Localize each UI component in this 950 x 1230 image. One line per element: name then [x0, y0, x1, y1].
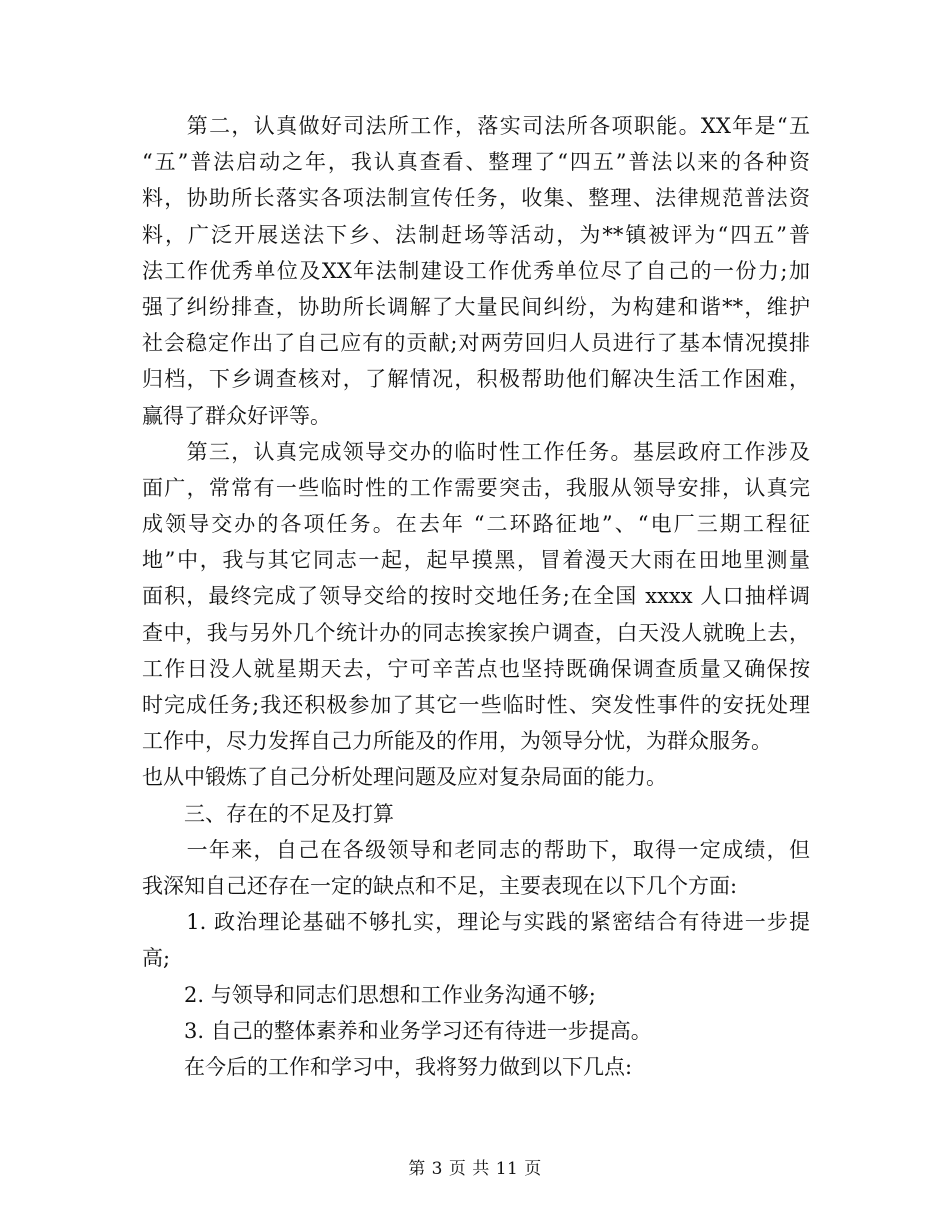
text-line: 第二，认真做好司法所工作，落实司法所各项职能。XX年是“五 [142, 114, 810, 138]
text-line: 料，广泛开展送法下乡、法制赶场等活动，为**镇被评为“四五”普 [142, 222, 810, 247]
document-body [142, 108, 810, 1085]
text-line: 3. 自己的整体素养和业务学习还有待进一步提高。 [142, 1018, 652, 1043]
text-line: 查中，我与另外几个统计办的同志挨家挨户调查，白天没人就晚上去， [142, 620, 810, 645]
text-line: 强了纠纷排查，协助所长调解了大量民间纠纷，为构建和谐**，维护 [142, 294, 810, 319]
text-line: “五”普法启动之年，我认真查看、整理了“四五”普法以来的各种资 [142, 150, 810, 175]
text-line: 赢得了群众好评等。 [142, 403, 331, 428]
text-line: 第三，认真完成领导交办的临时性工作任务。基层政府工作涉及 [142, 439, 810, 464]
text-line: 2. 与领导和同志们思想和工作业务沟通不够; [142, 982, 596, 1007]
text-line: 归档，下乡调查核对，了解情况，积极帮助他们解决生活工作困难， [142, 367, 810, 392]
text-line: 1. 政治理论基础不够扎实，理论与实践的紧密结合有待进一步提 [142, 910, 810, 935]
text-line: 面积，最终完成了领导交给的按时交地任务;在全国 xxxx 人口抽样调 [142, 584, 810, 609]
text-line: 我深知自己还存在一定的缺点和不足，主要表现在以下几个方面: [142, 873, 738, 898]
page-number-footer: 第 3 页 共 11 页 [408, 1159, 542, 1179]
text-line: 社会稳定作出了自己应有的贡献;对两劳回归人员进行了基本情况摸排 [142, 331, 810, 356]
text-line: 法工作优秀单位及XX年法制建设工作优秀单位尽了自己的一份力;加 [142, 258, 810, 283]
text-line: 也从中锻炼了自己分析处理问题及应对复杂局面的能力。 [142, 765, 667, 790]
text-line: 料，协助所长落实各项法制宣传任务，收集、整理、法律规范普法资 [142, 186, 810, 211]
text-line: 面广，常常有一些临时性的工作需要突击，我服从领导安排，认真完 [142, 475, 810, 500]
text-line: 时完成任务;我还积极参加了其它一些临时性、突发性事件的安抚处理 [142, 693, 810, 717]
text-line: 在今后的工作和学习中，我将努力做到以下几点: [142, 1054, 633, 1079]
text-line: 高; [142, 946, 171, 971]
text-line: 工作日没人就星期天去，宁可辛苦点也坚持既确保调查质量又确保按 [142, 656, 810, 681]
text-line: 三、存在的不足及打算 [142, 801, 394, 826]
text-line: 地”中，我与其它同志一起，起早摸黑，冒着漫天大雨在田地里测量 [142, 548, 810, 573]
text-line: 工作中，尽力发挥自己力所能及的作用，为领导分忧，为群众服务。 [142, 729, 772, 754]
text-line: 一年来，自己在各级领导和老同志的帮助下，取得一定成绩，但 [142, 837, 810, 862]
text-line: 成领导交办的各项任务。在去年 “二环路征地”、“电厂三期工程征 [142, 512, 810, 537]
